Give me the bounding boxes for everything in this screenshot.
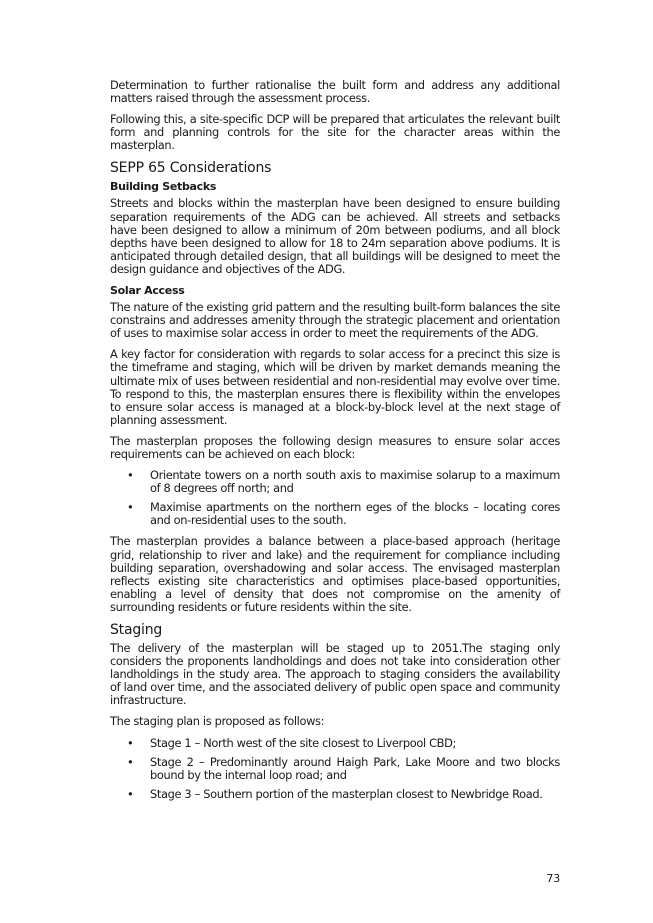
list-item-text: Stage 3 – Southern portion of the masterplan closest to Newbridge Road. bbox=[150, 786, 543, 801]
solar-measures-list bbox=[110, 469, 560, 527]
bullet-icon: • bbox=[127, 735, 134, 750]
bullet-icon: • bbox=[127, 500, 134, 515]
solar-paragraph-2: A key factor for consideration with regards to solar access for a precinct this size is the timeframe and staging, which will be driven by market demands meaning the ultimate mix of uses between residential and non-residential may evolve over time. To respond to this, the masterplan ensures there is flexibility within the envelopes to ensure solar access is managed at a block-by-block level at the next stage of planning assessment. bbox=[110, 347, 560, 427]
staging-heading: Staging bbox=[110, 622, 163, 638]
list-item-text: Stage 2 – Predominantly around Haigh Park, Lake Moore and two blocks bound by the internal loop road; and bbox=[150, 754, 560, 782]
list-item bbox=[110, 469, 560, 495]
solar-heading: Solar Access bbox=[110, 284, 185, 298]
list-item bbox=[110, 501, 560, 527]
intro-paragraph: Determination to further rationalise the built form and address any additional matters raised through the assessment process. bbox=[110, 78, 560, 106]
list-item bbox=[110, 788, 560, 801]
page-content bbox=[110, 79, 560, 809]
solar-paragraph-1: The nature of the existing grid pattern and the resulting built-form balances the site constrains and addresses amenity through the strategic placement and orientation of uses to maximise solar access in order to meet the requirements of the ADG. bbox=[110, 300, 560, 341]
staging-paragraph-1: The delivery of the masterplan will be staged up to 2051.The staging only considers the proponents landholdings and does not take into consideration other landholdings in the study area. The approach to staging considers the availability of land over time, and the associated delivery of public open space and community infrastructure. bbox=[110, 641, 560, 708]
setbacks-heading: Building Setbacks bbox=[110, 180, 217, 194]
list-item bbox=[110, 756, 560, 782]
list-item bbox=[110, 737, 560, 750]
setbacks-paragraph: Streets and blocks within the masterplan have been designed to ensure building separation requirements of the ADG can be achieved. All streets and setbacks have been designed to allow a minimum of 20m between podiums, and all block depths have been designed to allow for 18 to 24m separation above podiums. It is anticipated through detailed design, that all buildings will be designed to meet the design guidance and objectives of the ADG. bbox=[110, 196, 560, 276]
dcp-paragraph: Following this, a site-specific DCP will be prepared that articulates the relevant built form and planning controls for the site for the character areas within the masterplan. bbox=[110, 112, 560, 153]
list-item-text: Maximise apartments on the northern eges of the blocks – locating cores and on-residential uses to the south. bbox=[150, 500, 560, 528]
page-number: 73 bbox=[546, 872, 560, 885]
solar-paragraph-3: The masterplan proposes the following design measures to ensure solar acces requirements can be achieved on each block: bbox=[110, 433, 560, 461]
list-item-text: Stage 1 – North west of the site closest to Liverpool CBD; bbox=[150, 735, 457, 750]
sepp-heading: SEPP 65 Considerations bbox=[110, 160, 272, 177]
staging-paragraph-2: The staging plan is proposed as follows: bbox=[110, 714, 325, 729]
staging-list bbox=[110, 737, 560, 801]
bullet-icon: • bbox=[127, 786, 134, 801]
bullet-icon: • bbox=[127, 754, 134, 769]
bullet-icon: • bbox=[127, 468, 134, 483]
list-item-text: Orientate towers on a north south axis to maximise solarup to a maximum of 8 degrees off north; and bbox=[150, 468, 560, 496]
balance-paragraph: The masterplan provides a balance between a place-based approach (heritage grid, relationship to river and lake) and the requirement for compliance including building separation, overshadowing and solar access. The envisaged masterplan reflects existing site characteristics and optimises place-based opportunities, enabling a level of density that does not compromise on the amenity of surrounding residents or future residents within the site. bbox=[110, 534, 560, 614]
